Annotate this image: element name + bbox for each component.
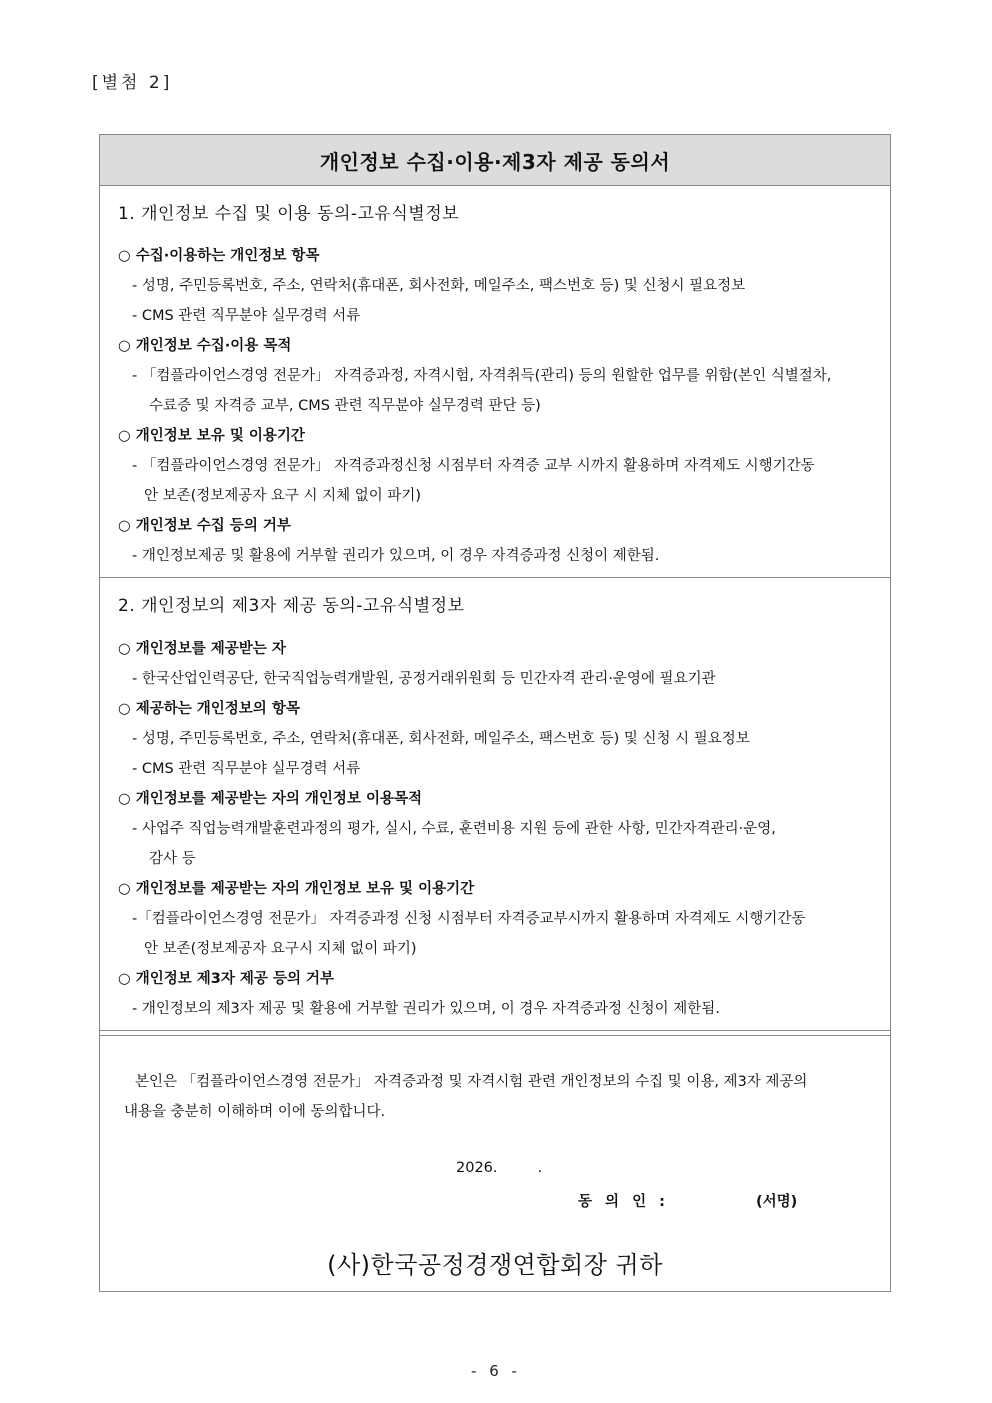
form-title: 개인정보 수집·이용·제3자 제공 동의서 <box>100 135 890 186</box>
item-detail: - 개인정보제공 및 활용에 거부할 권리가 있으며, 이 경우 자격증과정 신청이 제한됨. <box>132 548 660 564</box>
section-third-party-consent <box>100 578 890 1030</box>
consent-form <box>99 134 891 1292</box>
consent-statement-continued: 내용을 충분히 이해하며 이에 동의합니다. <box>124 1104 386 1120</box>
item-detail: - CMS 관련 직무분야 실무경력 서류 <box>132 308 361 324</box>
item-detail-continued: 감사 등 <box>149 851 196 867</box>
item-detail: - 「컴플라이언스경영 전문가」 자격증과정, 자격시험, 자격취득(관리) 등의 원할한 업무를 위함(본인 식별절차, <box>132 368 832 384</box>
item-detail: - 한국산업인력공단, 한국직업능력개발원, 공정거래위원회 등 민간자격 관리·운영에 필요기관 <box>132 671 716 687</box>
item-detail: - 개인정보의 제3자 제공 및 활용에 거부할 권리가 있으며, 이 경우 자격증과정 신청이 제한됨. <box>132 1001 720 1017</box>
item-detail-continued: 수료증 및 자격증 교부, CMS 관련 직무분야 실무경력 판단 등) <box>149 398 541 414</box>
attachment-label: [별첨 2] <box>92 73 173 93</box>
item-heading: ○ 개인정보 보유 및 이용기간 <box>118 428 305 444</box>
section-divider <box>100 1030 890 1036</box>
date-year: 2026. <box>456 1160 498 1176</box>
item-heading: ○ 개인정보를 제공받는 자의 개인정보 보유 및 이용기간 <box>118 881 475 897</box>
section-title: 2. 개인정보의 제3자 제공 동의-고유식별정보 <box>118 596 465 616</box>
item-detail-continued: 안 보존(정보제공자 요구 시 지체 없이 파기) <box>144 488 422 504</box>
signature-label: (서명) <box>756 1194 798 1210</box>
item-heading: ○ 개인정보 수집·이용 목적 <box>118 338 292 354</box>
item-heading: ○ 개인정보를 제공받는 자 <box>118 641 286 657</box>
date-separator: . <box>537 1160 543 1176</box>
item-detail: -「컴플라이언스경영 전문가」 자격증과정 신청 시점부터 자격증교부시까지 활용하며 자격제도 시행기간동 <box>132 911 806 927</box>
item-detail: - 사업주 직업능력개발훈련과정의 평가, 실시, 수료, 훈련비용 지원 등에 관한 사항, 민간자격관리·운영, <box>132 821 776 837</box>
item-heading: ○ 개인정보 제3자 제공 등의 거부 <box>118 971 335 987</box>
section-title: 1. 개인정보 수집 및 이용 동의-고유식별정보 <box>118 204 460 224</box>
item-detail: - CMS 관련 직무분야 실무경력 서류 <box>132 761 361 777</box>
item-heading: ○ 개인정보 수집 등의 거부 <box>118 518 291 534</box>
recipient: (사)한국공정경쟁연합회장 귀하 <box>327 1251 663 1279</box>
item-heading: ○ 개인정보를 제공받는 자의 개인정보 이용목적 <box>118 791 423 807</box>
consent-statement: 본인은 「컴플라이언스경영 전문가」 자격증과정 및 자격시험 관련 개인정보의 수집 및 이용, 제3자 제공의 <box>135 1074 808 1090</box>
signer-label: 동 의 인 : <box>578 1194 669 1210</box>
item-detail: - 「컴플라이언스경영 전문가」 자격증과정신청 시점부터 자격증 교부 시까지 활용하며 자격제도 시행기간동 <box>132 458 815 474</box>
item-heading: ○ 제공하는 개인정보의 항목 <box>118 701 300 717</box>
consent-date <box>456 1160 542 1176</box>
item-detail: - 성명, 주민등록번호, 주소, 연락처(휴대폰, 회사전화, 메일주소, 팩스번호 등) 및 신청시 필요정보 <box>132 278 746 294</box>
page-number: - 6 - <box>471 1362 521 1380</box>
section-collection-consent <box>100 185 890 578</box>
item-detail: - 성명, 주민등록번호, 주소, 연락처(휴대폰, 회사전화, 메일주소, 팩스번호 등) 및 신청 시 필요정보 <box>132 731 750 747</box>
item-detail-continued: 안 보존(정보제공자 요구시 지체 없이 파기) <box>144 941 417 957</box>
item-heading: ○ 수집·이용하는 개인정보 항목 <box>118 248 320 264</box>
